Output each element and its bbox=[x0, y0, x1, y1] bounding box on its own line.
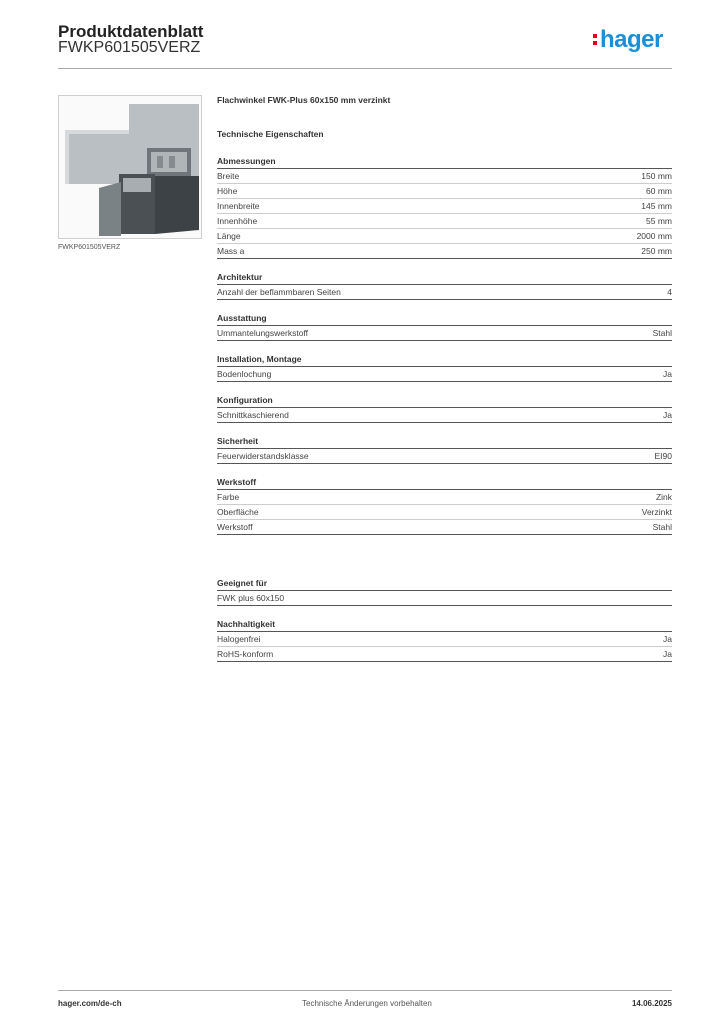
spec-label: Oberfläche bbox=[217, 507, 259, 517]
spec-label: Länge bbox=[217, 231, 241, 241]
footer-disclaimer: Technische Änderungen vorbehalten bbox=[302, 999, 432, 1008]
spec-row bbox=[217, 285, 672, 300]
spec-row bbox=[217, 367, 672, 382]
logo-dots-icon bbox=[593, 34, 599, 48]
properties-list bbox=[217, 155, 672, 535]
footer-date: 14.06.2025 bbox=[631, 999, 672, 1008]
section-title: Nachhaltigkeit bbox=[217, 618, 672, 632]
spec-label: Ummantelungswerkstoff bbox=[217, 328, 309, 338]
spec-label: Mass a bbox=[217, 246, 245, 256]
spec-label: Innenbreite bbox=[217, 201, 260, 211]
additional-properties-list bbox=[217, 577, 672, 662]
spec-label: Innenhöhe bbox=[217, 216, 258, 226]
section-title: Installation, Montage bbox=[217, 353, 672, 367]
spec-row bbox=[217, 326, 672, 341]
product-code: FWKP601505VERZ bbox=[58, 39, 201, 56]
spec-row bbox=[217, 647, 672, 662]
spec-row bbox=[217, 449, 672, 464]
spec-label: FWK plus 60x150 bbox=[217, 593, 285, 603]
section-gap bbox=[217, 535, 672, 565]
spec-row bbox=[217, 408, 672, 423]
spec-value: Stahl bbox=[652, 522, 672, 532]
spec-row bbox=[217, 184, 672, 199]
spec-label: RoHS-konform bbox=[217, 649, 274, 659]
spec-value: 4 bbox=[667, 287, 672, 297]
property-group bbox=[217, 312, 672, 341]
spec-label: Breite bbox=[217, 171, 240, 181]
spec-value: Ja bbox=[663, 369, 672, 379]
image-caption: FWKP601505VERZ bbox=[58, 244, 121, 251]
spec-label: Schnittkaschierend bbox=[217, 410, 289, 420]
section-title: Konfiguration bbox=[217, 394, 672, 408]
section-title: Geeignet für bbox=[217, 577, 672, 591]
spec-row bbox=[217, 505, 672, 520]
spec-value: 150 mm bbox=[641, 171, 672, 181]
footer-website: hager.com/de-ch bbox=[58, 999, 122, 1008]
spec-value: Ja bbox=[663, 410, 672, 420]
product-details bbox=[217, 95, 672, 662]
spec-value: Zink bbox=[655, 492, 672, 502]
technical-properties-heading: Technische Eigenschaften bbox=[217, 129, 324, 139]
spec-row bbox=[217, 520, 672, 535]
spec-value: 60 mm bbox=[646, 186, 672, 196]
spec-value: 250 mm bbox=[641, 246, 672, 256]
property-group bbox=[217, 618, 672, 662]
header-divider bbox=[58, 68, 672, 69]
spec-value: 55 mm bbox=[646, 216, 672, 226]
property-group bbox=[217, 476, 672, 535]
section-title: Werkstoff bbox=[217, 476, 672, 490]
spec-label: Feuerwiderstandsklasse bbox=[217, 451, 309, 461]
property-group bbox=[217, 435, 672, 464]
section-title: Abmessungen bbox=[217, 155, 672, 169]
spec-row bbox=[217, 490, 672, 505]
property-group bbox=[217, 577, 672, 606]
spec-row bbox=[217, 591, 672, 606]
property-group bbox=[217, 353, 672, 382]
spec-label: Werkstoff bbox=[217, 522, 253, 532]
spec-label: Höhe bbox=[217, 186, 238, 196]
spec-label: Bodenlochung bbox=[217, 369, 272, 379]
product-image bbox=[58, 95, 202, 239]
spec-row bbox=[217, 169, 672, 184]
section-title: Sicherheit bbox=[217, 435, 672, 449]
spec-row bbox=[217, 632, 672, 647]
section-title: Ausstattung bbox=[217, 312, 672, 326]
spec-row bbox=[217, 214, 672, 229]
hager-logo bbox=[593, 26, 663, 54]
product-name: Flachwinkel FWK-Plus 60x150 mm verzinkt bbox=[217, 95, 391, 105]
spec-value: Stahl bbox=[652, 328, 672, 338]
spec-label: Halogenfrei bbox=[217, 634, 261, 644]
spec-value: Ja bbox=[663, 634, 672, 644]
section-title: Architektur bbox=[217, 271, 672, 285]
spec-value: EI90 bbox=[654, 451, 672, 461]
spec-label: Farbe bbox=[217, 492, 240, 502]
spec-value: 2000 mm bbox=[636, 231, 672, 241]
document-title: Produktdatenblatt bbox=[58, 22, 204, 41]
footer-divider bbox=[58, 990, 672, 991]
spec-row bbox=[217, 199, 672, 214]
spec-value: Verzinkt bbox=[641, 507, 672, 517]
spec-label: Anzahl der beflammbaren Seiten bbox=[217, 287, 341, 297]
spec-row bbox=[217, 244, 672, 259]
product-illustration-icon bbox=[59, 96, 201, 238]
spec-value: Ja bbox=[663, 649, 672, 659]
property-group bbox=[217, 271, 672, 300]
property-group bbox=[217, 394, 672, 423]
property-group bbox=[217, 155, 672, 259]
spec-value: 145 mm bbox=[641, 201, 672, 211]
logo-text: hager bbox=[600, 26, 663, 53]
spec-row bbox=[217, 229, 672, 244]
